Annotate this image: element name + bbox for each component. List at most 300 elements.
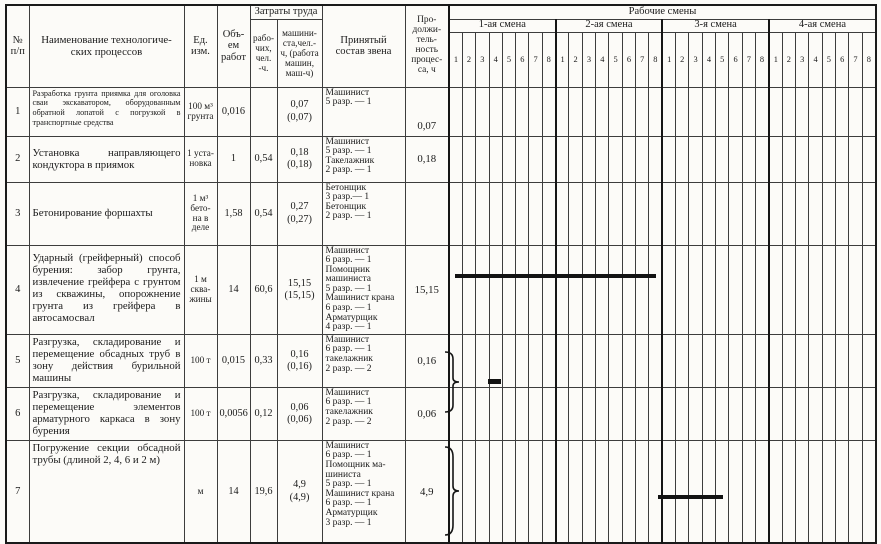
hour-header-shift2-5: 5 bbox=[609, 32, 622, 87]
gantt-hour-cell bbox=[529, 245, 542, 334]
col-header-crew: Принятый состав звена bbox=[322, 5, 405, 87]
process-name: Разработка грунта приямка для оголовка сваи экскаватором, оборудованным обратной лопатой с погрузкой в транспортные средства bbox=[29, 87, 184, 136]
table-row-process-2 bbox=[6, 136, 876, 182]
duration-cell: 0,06 bbox=[405, 387, 449, 440]
gantt-hour-cell bbox=[729, 440, 742, 543]
process-name: Ударный (грейферный) способ бурения: забор грунта, извлечение грейфера с грунтом из скважины, опорожнение грунта из грейфера в автосамосвал bbox=[29, 245, 184, 334]
gantt-hour-cell bbox=[849, 182, 862, 245]
gantt-hour-cell bbox=[756, 245, 769, 334]
gantt-hour-cell bbox=[476, 245, 489, 334]
gantt-hour-cell bbox=[502, 387, 515, 440]
labor-workers-cell: 0,33 bbox=[250, 334, 277, 387]
hour-header-shift1-8: 8 bbox=[542, 32, 555, 87]
gantt-hour-cell bbox=[796, 387, 809, 440]
hour-header-shift1-2: 2 bbox=[462, 32, 475, 87]
gantt-hour-cell bbox=[676, 245, 689, 334]
process-name: Погружение секции обсадной трубы (длиной 2, 4, 6 и 2 м) bbox=[29, 440, 184, 543]
gantt-hour-cell bbox=[809, 182, 822, 245]
gantt-hour-cell bbox=[569, 387, 582, 440]
table-row-process-7 bbox=[6, 440, 876, 543]
gantt-hour-cell bbox=[542, 334, 555, 387]
gantt-hour-cell bbox=[782, 136, 795, 182]
labor-workers-cell bbox=[250, 87, 277, 136]
gantt-hour-cell bbox=[796, 334, 809, 387]
col-header-labor-group: Затраты труда bbox=[250, 5, 322, 19]
gantt-hour-cell bbox=[862, 87, 876, 136]
gantt-hour-cell bbox=[862, 182, 876, 245]
gantt-hour-cell bbox=[649, 182, 662, 245]
gantt-hour-cell bbox=[822, 440, 835, 543]
gantt-hour-cell bbox=[849, 440, 862, 543]
gantt-hour-cell bbox=[582, 136, 595, 182]
gantt-hour-cell bbox=[849, 87, 862, 136]
gantt-hour-cell bbox=[676, 387, 689, 440]
gantt-hour-cell bbox=[702, 440, 715, 543]
gantt-hour-cell bbox=[582, 387, 595, 440]
gantt-hour-cell bbox=[742, 136, 755, 182]
hour-header-shift4-8: 8 bbox=[862, 32, 876, 87]
col-header-shift-3: 3-я смена bbox=[662, 19, 769, 32]
gantt-hour-cell bbox=[689, 334, 702, 387]
process-number: 7 bbox=[6, 440, 29, 543]
gantt-hour-cell bbox=[582, 440, 595, 543]
gantt-hour-cell bbox=[569, 136, 582, 182]
crew-cell: Бетонщик 3 разр.— 1 Бетонщик 2 разр. — 1 bbox=[322, 182, 405, 245]
gantt-hour-cell bbox=[716, 245, 729, 334]
gantt-hour-cell bbox=[516, 245, 529, 334]
gantt-hour-cell bbox=[729, 245, 742, 334]
gantt-hour-cell bbox=[569, 87, 582, 136]
hour-header-shift2-4: 4 bbox=[596, 32, 609, 87]
gantt-hour-cell bbox=[782, 245, 795, 334]
hour-header-shift4-5: 5 bbox=[822, 32, 835, 87]
gantt-hour-cell bbox=[662, 87, 675, 136]
unit-cell: 1 уста- новка bbox=[184, 136, 217, 182]
gantt-hour-cell bbox=[862, 136, 876, 182]
hour-header-shift2-2: 2 bbox=[569, 32, 582, 87]
gantt-hour-cell bbox=[742, 182, 755, 245]
gantt-hour-cell bbox=[782, 334, 795, 387]
gantt-hour-cell bbox=[662, 245, 675, 334]
gantt-hour-cell bbox=[609, 387, 622, 440]
unit-cell: 1 м сква- жины bbox=[184, 245, 217, 334]
hour-header-shift3-6: 6 bbox=[729, 32, 742, 87]
volume-cell: 0,016 bbox=[217, 87, 250, 136]
gantt-hour-cell bbox=[782, 87, 795, 136]
gantt-hour-cell bbox=[742, 245, 755, 334]
gantt-hour-cell bbox=[596, 245, 609, 334]
gantt-hour-cell bbox=[756, 387, 769, 440]
volume-cell: 14 bbox=[217, 245, 250, 334]
hour-header-shift4-2: 2 bbox=[782, 32, 795, 87]
gantt-hour-cell bbox=[556, 182, 569, 245]
table-row-process-5 bbox=[6, 334, 876, 387]
hour-header-shift3-5: 5 bbox=[716, 32, 729, 87]
gantt-hour-cell bbox=[756, 87, 769, 136]
gantt-hour-cell bbox=[689, 387, 702, 440]
gantt-hour-cell bbox=[636, 136, 649, 182]
gantt-hour-cell bbox=[569, 440, 582, 543]
duration-cell bbox=[405, 182, 449, 245]
gantt-hour-cell bbox=[569, 182, 582, 245]
gantt-hour-cell bbox=[502, 87, 515, 136]
gantt-hour-cell bbox=[609, 334, 622, 387]
gantt-hour-cell bbox=[809, 440, 822, 543]
gantt-hour-cell bbox=[649, 387, 662, 440]
gantt-hour-cell bbox=[636, 87, 649, 136]
gantt-hour-cell bbox=[596, 182, 609, 245]
process-number: 2 bbox=[6, 136, 29, 182]
gantt-hour-cell bbox=[502, 440, 515, 543]
gantt-hour-cell bbox=[449, 182, 462, 245]
gantt-hour-cell bbox=[476, 87, 489, 136]
gantt-hour-cell bbox=[756, 136, 769, 182]
process-number: 6 bbox=[6, 387, 29, 440]
hour-header-shift3-2: 2 bbox=[676, 32, 689, 87]
gantt-hour-cell bbox=[702, 136, 715, 182]
gantt-hour-cell bbox=[769, 136, 782, 182]
gantt-hour-cell bbox=[502, 136, 515, 182]
gantt-hour-cell bbox=[622, 440, 635, 543]
labor-machinist-cell: 0,07 (0,07) bbox=[277, 87, 322, 136]
gantt-hour-cell bbox=[862, 334, 876, 387]
gantt-hour-cell bbox=[489, 334, 502, 387]
duration-cell: 0,07 bbox=[405, 87, 449, 136]
gantt-hour-cell bbox=[622, 245, 635, 334]
gantt-hour-cell bbox=[809, 136, 822, 182]
col-header-shift-2: 2-ая смена bbox=[556, 19, 663, 32]
gantt-hour-cell bbox=[516, 136, 529, 182]
gantt-hour-cell bbox=[836, 334, 849, 387]
gantt-hour-cell bbox=[449, 136, 462, 182]
crew-cell: Машинист 6 разр. — 1 Помощник машиниста 5 разр. — 1 Машинист крана 6 разр. — 1 Арматурщик 4 разр. — 1 bbox=[322, 245, 405, 334]
gantt-hour-cell bbox=[609, 182, 622, 245]
gantt-hour-cell bbox=[622, 334, 635, 387]
gantt-hour-cell bbox=[449, 387, 462, 440]
gantt-hour-cell bbox=[742, 440, 755, 543]
volume-cell: 14 bbox=[217, 440, 250, 543]
crew-cell: Машинист 6 разр. — 1 такелажник 2 разр. — 2 bbox=[322, 387, 405, 440]
gantt-hour-cell bbox=[676, 182, 689, 245]
gantt-hour-cell bbox=[556, 245, 569, 334]
gantt-hour-cell bbox=[849, 387, 862, 440]
gantt-hour-cell bbox=[716, 387, 729, 440]
gantt-hour-cell bbox=[636, 182, 649, 245]
labor-machinist-cell: 4,9 (4,9) bbox=[277, 440, 322, 543]
hour-header-shift3-7: 7 bbox=[742, 32, 755, 87]
gantt-hour-cell bbox=[649, 334, 662, 387]
col-header-shift-4: 4-ая смена bbox=[769, 19, 876, 32]
gantt-hour-cell bbox=[569, 334, 582, 387]
gantt-hour-cell bbox=[529, 182, 542, 245]
gantt-hour-cell bbox=[796, 440, 809, 543]
gantt-hour-cell bbox=[702, 182, 715, 245]
hour-header-shift3-4: 4 bbox=[702, 32, 715, 87]
gantt-hour-cell bbox=[689, 245, 702, 334]
gantt-hour-cell bbox=[702, 87, 715, 136]
gantt-hour-cell bbox=[729, 387, 742, 440]
process-number: 1 bbox=[6, 87, 29, 136]
gantt-hour-cell bbox=[582, 245, 595, 334]
hour-header-shift1-7: 7 bbox=[529, 32, 542, 87]
gantt-hour-cell bbox=[529, 136, 542, 182]
gantt-hour-cell bbox=[769, 334, 782, 387]
unit-cell: м bbox=[184, 440, 217, 543]
gantt-hour-cell bbox=[542, 245, 555, 334]
gantt-hour-cell bbox=[822, 136, 835, 182]
crew-cell: Машинист 5 разр. — 1 bbox=[322, 87, 405, 136]
volume-cell: 1,58 bbox=[217, 182, 250, 245]
col-header-unit: Ед. изм. bbox=[184, 5, 217, 87]
gantt-hour-cell bbox=[556, 334, 569, 387]
gantt-hour-cell bbox=[489, 387, 502, 440]
gantt-hour-cell bbox=[582, 334, 595, 387]
gantt-hour-cell bbox=[702, 387, 715, 440]
gantt-hour-cell bbox=[809, 334, 822, 387]
gantt-hour-cell bbox=[556, 440, 569, 543]
hour-header-shift4-3: 3 bbox=[796, 32, 809, 87]
gantt-hour-cell bbox=[849, 136, 862, 182]
gantt-hour-cell bbox=[622, 87, 635, 136]
gantt-hour-cell bbox=[769, 87, 782, 136]
col-header-process-name: Наименование технологиче- ских процессов bbox=[29, 5, 184, 87]
gantt-hour-cell bbox=[582, 182, 595, 245]
gantt-hour-cell bbox=[756, 182, 769, 245]
hour-header-shift3-8: 8 bbox=[756, 32, 769, 87]
hour-header-shift2-1: 1 bbox=[556, 32, 569, 87]
labor-machinist-cell: 0,06 (0,06) bbox=[277, 387, 322, 440]
gantt-hour-cell bbox=[516, 182, 529, 245]
gantt-hour-cell bbox=[689, 136, 702, 182]
gantt-hour-cell bbox=[662, 182, 675, 245]
gantt-hour-cell bbox=[689, 182, 702, 245]
gantt-hour-cell bbox=[542, 136, 555, 182]
gantt-hour-cell bbox=[516, 440, 529, 543]
gantt-hour-cell bbox=[596, 136, 609, 182]
gantt-hour-cell bbox=[609, 136, 622, 182]
gantt-hour-cell bbox=[662, 136, 675, 182]
gantt-hour-cell bbox=[676, 440, 689, 543]
gantt-hour-cell bbox=[542, 87, 555, 136]
gantt-hour-cell bbox=[742, 334, 755, 387]
table-row-process-1 bbox=[6, 87, 876, 136]
gantt-hour-cell bbox=[676, 136, 689, 182]
gantt-hour-cell bbox=[796, 245, 809, 334]
unit-cell: 100 т bbox=[184, 387, 217, 440]
gantt-hour-cell bbox=[529, 87, 542, 136]
gantt-hour-cell bbox=[489, 87, 502, 136]
volume-cell: 1 bbox=[217, 136, 250, 182]
hour-header-shift1-1: 1 bbox=[449, 32, 462, 87]
process-name: Разгрузка, складирование и перемещение элементов арматурного каркаса в зону бурения bbox=[29, 387, 184, 440]
hour-header-shift1-4: 4 bbox=[489, 32, 502, 87]
gantt-hour-cell bbox=[596, 440, 609, 543]
gantt-hour-cell bbox=[636, 334, 649, 387]
gantt-hour-cell bbox=[782, 182, 795, 245]
hour-header-shift2-7: 7 bbox=[636, 32, 649, 87]
gantt-hour-cell bbox=[622, 182, 635, 245]
gantt-hour-cell bbox=[836, 87, 849, 136]
hour-header-shift1-3: 3 bbox=[476, 32, 489, 87]
unit-cell: 1 м³ бето- на в деле bbox=[184, 182, 217, 245]
gantt-hour-cell bbox=[836, 136, 849, 182]
gantt-hour-cell bbox=[489, 440, 502, 543]
gantt-hour-cell bbox=[636, 440, 649, 543]
gantt-hour-cell bbox=[836, 245, 849, 334]
gantt-hour-cell bbox=[716, 136, 729, 182]
hour-header-shift4-4: 4 bbox=[809, 32, 822, 87]
gantt-hour-cell bbox=[449, 440, 462, 543]
gantt-hour-cell bbox=[796, 182, 809, 245]
gantt-hour-cell bbox=[836, 440, 849, 543]
gantt-hour-cell bbox=[462, 334, 475, 387]
unit-cell: 100 м³ грунта bbox=[184, 87, 217, 136]
gantt-hour-cell bbox=[822, 87, 835, 136]
gantt-hour-cell bbox=[836, 387, 849, 440]
gantt-hour-cell bbox=[529, 334, 542, 387]
labor-workers-cell: 19,6 bbox=[250, 440, 277, 543]
gantt-hour-cell bbox=[796, 136, 809, 182]
gantt-hour-cell bbox=[516, 334, 529, 387]
gantt-hour-cell bbox=[462, 440, 475, 543]
gantt-hour-cell bbox=[676, 87, 689, 136]
col-header-work-shifts: Рабочие смены bbox=[449, 5, 876, 19]
gantt-hour-cell bbox=[449, 87, 462, 136]
gantt-hour-cell bbox=[649, 245, 662, 334]
gantt-hour-cell bbox=[489, 136, 502, 182]
gantt-hour-cell bbox=[822, 182, 835, 245]
gantt-hour-cell bbox=[729, 136, 742, 182]
gantt-hour-cell bbox=[702, 334, 715, 387]
crew-cell: Машинист 6 разр. — 1 Помощник ма- шиниста 5 разр. — 1 Машинист крана 6 разр. — 1 Арматурщик 3 разр. — 1 bbox=[322, 440, 405, 543]
gantt-hour-cell bbox=[502, 334, 515, 387]
gantt-hour-cell bbox=[529, 387, 542, 440]
gantt-hour-cell bbox=[489, 182, 502, 245]
hour-header-shift3-1: 1 bbox=[662, 32, 675, 87]
table-row-process-6 bbox=[6, 387, 876, 440]
gantt-hour-cell bbox=[809, 387, 822, 440]
gantt-hour-cell bbox=[542, 440, 555, 543]
work-schedule-table bbox=[5, 4, 877, 544]
gantt-hour-cell bbox=[662, 387, 675, 440]
gantt-hour-cell bbox=[689, 440, 702, 543]
gantt-hour-cell bbox=[822, 245, 835, 334]
gantt-hour-cell bbox=[569, 245, 582, 334]
labor-machinist-cell: 0,27 (0,27) bbox=[277, 182, 322, 245]
gantt-hour-cell bbox=[462, 182, 475, 245]
volume-cell: 0,015 bbox=[217, 334, 250, 387]
hour-header-shift4-7: 7 bbox=[849, 32, 862, 87]
gantt-hour-cell bbox=[476, 182, 489, 245]
gantt-hour-cell bbox=[542, 182, 555, 245]
gantt-hour-cell bbox=[689, 87, 702, 136]
gantt-hour-cell bbox=[622, 387, 635, 440]
hour-header-shift2-3: 3 bbox=[582, 32, 595, 87]
gantt-hour-cell bbox=[742, 387, 755, 440]
labor-machinist-cell: 0,18 (0,18) bbox=[277, 136, 322, 182]
gantt-hour-cell bbox=[716, 440, 729, 543]
gantt-hour-cell bbox=[769, 182, 782, 245]
process-number: 3 bbox=[6, 182, 29, 245]
gantt-hour-cell bbox=[662, 440, 675, 543]
gantt-hour-cell bbox=[609, 87, 622, 136]
gantt-hour-cell bbox=[769, 440, 782, 543]
hour-header-shift1-5: 5 bbox=[502, 32, 515, 87]
table-row-process-3 bbox=[6, 182, 876, 245]
labor-workers-cell: 0,12 bbox=[250, 387, 277, 440]
table-row-process-4 bbox=[6, 245, 876, 334]
gantt-hour-cell bbox=[596, 87, 609, 136]
gantt-hour-cell bbox=[809, 87, 822, 136]
gantt-hour-cell bbox=[836, 182, 849, 245]
gantt-hour-cell bbox=[729, 334, 742, 387]
labor-workers-cell: 60,6 bbox=[250, 245, 277, 334]
gantt-hour-cell bbox=[729, 87, 742, 136]
gantt-hour-cell bbox=[502, 182, 515, 245]
gantt-hour-cell bbox=[529, 440, 542, 543]
hour-header-shift2-6: 6 bbox=[622, 32, 635, 87]
process-name: Разгрузка, складирование и перемещение обсадных труб в зону действия бурильной машины bbox=[29, 334, 184, 387]
labor-machinist-cell: 15,15 (15,15) bbox=[277, 245, 322, 334]
gantt-hour-cell bbox=[476, 387, 489, 440]
gantt-hour-cell bbox=[702, 245, 715, 334]
hour-header-shift3-3: 3 bbox=[689, 32, 702, 87]
process-number: 5 bbox=[6, 334, 29, 387]
gantt-hour-cell bbox=[729, 182, 742, 245]
gantt-hour-cell bbox=[649, 440, 662, 543]
gantt-hour-cell bbox=[476, 334, 489, 387]
labor-machinist-cell: 0,16 (0,16) bbox=[277, 334, 322, 387]
gantt-hour-cell bbox=[862, 440, 876, 543]
col-header-labor-machinist: машини- ста,чел.- ч, (работа машин, маш-ч) bbox=[277, 19, 322, 87]
gantt-hour-cell bbox=[822, 387, 835, 440]
gantt-hour-cell bbox=[756, 334, 769, 387]
gantt-hour-cell bbox=[596, 334, 609, 387]
process-number: 4 bbox=[6, 245, 29, 334]
labor-workers-cell: 0,54 bbox=[250, 182, 277, 245]
duration-cell: 15,15 bbox=[405, 245, 449, 334]
gantt-hour-cell bbox=[462, 245, 475, 334]
unit-cell: 100 т bbox=[184, 334, 217, 387]
gantt-hour-cell bbox=[636, 387, 649, 440]
hour-header-shift4-6: 6 bbox=[836, 32, 849, 87]
crew-cell: Машинист 5 разр. — 1 Такелажник 2 разр. — 1 bbox=[322, 136, 405, 182]
hour-header-shift1-6: 6 bbox=[516, 32, 529, 87]
gantt-hour-cell bbox=[862, 387, 876, 440]
gantt-hour-cell bbox=[516, 87, 529, 136]
gantt-hour-cell bbox=[449, 334, 462, 387]
duration-cell: 0,16 bbox=[405, 334, 449, 387]
gantt-hour-cell bbox=[716, 334, 729, 387]
gantt-hour-cell bbox=[502, 245, 515, 334]
col-header-duration: Про- должи- тель- ность процес- са, ч bbox=[405, 5, 449, 87]
gantt-hour-cell bbox=[782, 440, 795, 543]
gantt-hour-cell bbox=[462, 136, 475, 182]
gantt-hour-cell bbox=[742, 87, 755, 136]
gantt-hour-cell bbox=[556, 136, 569, 182]
gantt-hour-cell bbox=[596, 387, 609, 440]
gantt-hour-cell bbox=[556, 87, 569, 136]
crew-cell: Машинист 6 разр. — 1 такелажник 2 разр. — 2 bbox=[322, 334, 405, 387]
gantt-hour-cell bbox=[622, 136, 635, 182]
volume-cell: 0,0056 bbox=[217, 387, 250, 440]
gantt-hour-cell bbox=[862, 245, 876, 334]
duration-cell: 4,9 bbox=[405, 440, 449, 543]
gantt-hour-cell bbox=[809, 245, 822, 334]
gantt-hour-cell bbox=[649, 136, 662, 182]
gantt-hour-cell bbox=[582, 87, 595, 136]
gantt-hour-cell bbox=[476, 440, 489, 543]
